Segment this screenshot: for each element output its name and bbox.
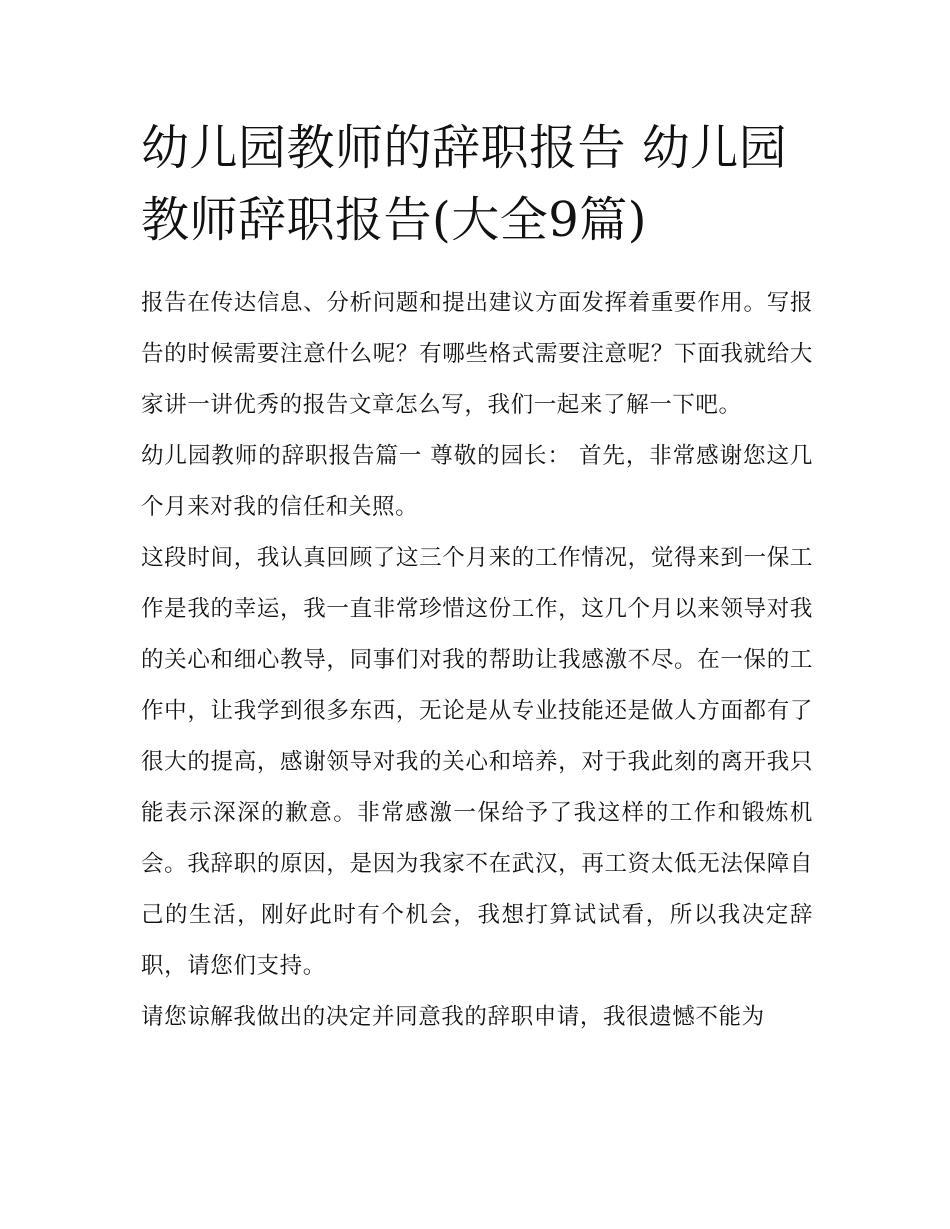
document-title: 幼儿园教师的辞职报告 幼儿园教师辞职报告(大全9篇): [141, 120, 788, 248]
paragraph-salutation: 幼儿园教师的辞职报告篇一 尊敬的园长： 首先，非常感谢您这几个月来对我的信任和关照。: [141, 443, 813, 520]
document-body: [141, 278, 813, 1043]
paragraph-request: 请您谅解我做出的决定并同意我的辞职申请，我很遗憾不能为: [141, 1004, 765, 1030]
paragraph-main: 这段时间，我认真回顾了这三个月来的工作情况，觉得来到一保工作是我的幸运，我一直非常珍惜这份工作，这几个月以来领导对我的关心和细心教导，同事们对我的帮助让我感激不尽。在一保的工作中，让我学到很多东西，无论是从专业技能还是做人方面都有了很大的提高，感谢领导对我的关心和培养，对于我此刻的离开我只能表示深深的歉意。非常感激一保给予了我这样的工作和锻炼机会。我辞职的原因，是因为我家不在武汉，再工资太低无法保障自己的生活，刚好此时有个机会，我想打算试试看，所以我决定辞职，请您们支持。: [141, 545, 813, 979]
paragraph-intro: 报告在传达信息、分析问题和提出建议方面发挥着重要作用。写报告的时候需要注意什么呢？有哪些格式需要注意呢？下面我就给大家讲一讲优秀的报告文章怎么写，我们一起来了解一下吧。: [141, 290, 813, 418]
document-page: [141, 112, 813, 1043]
